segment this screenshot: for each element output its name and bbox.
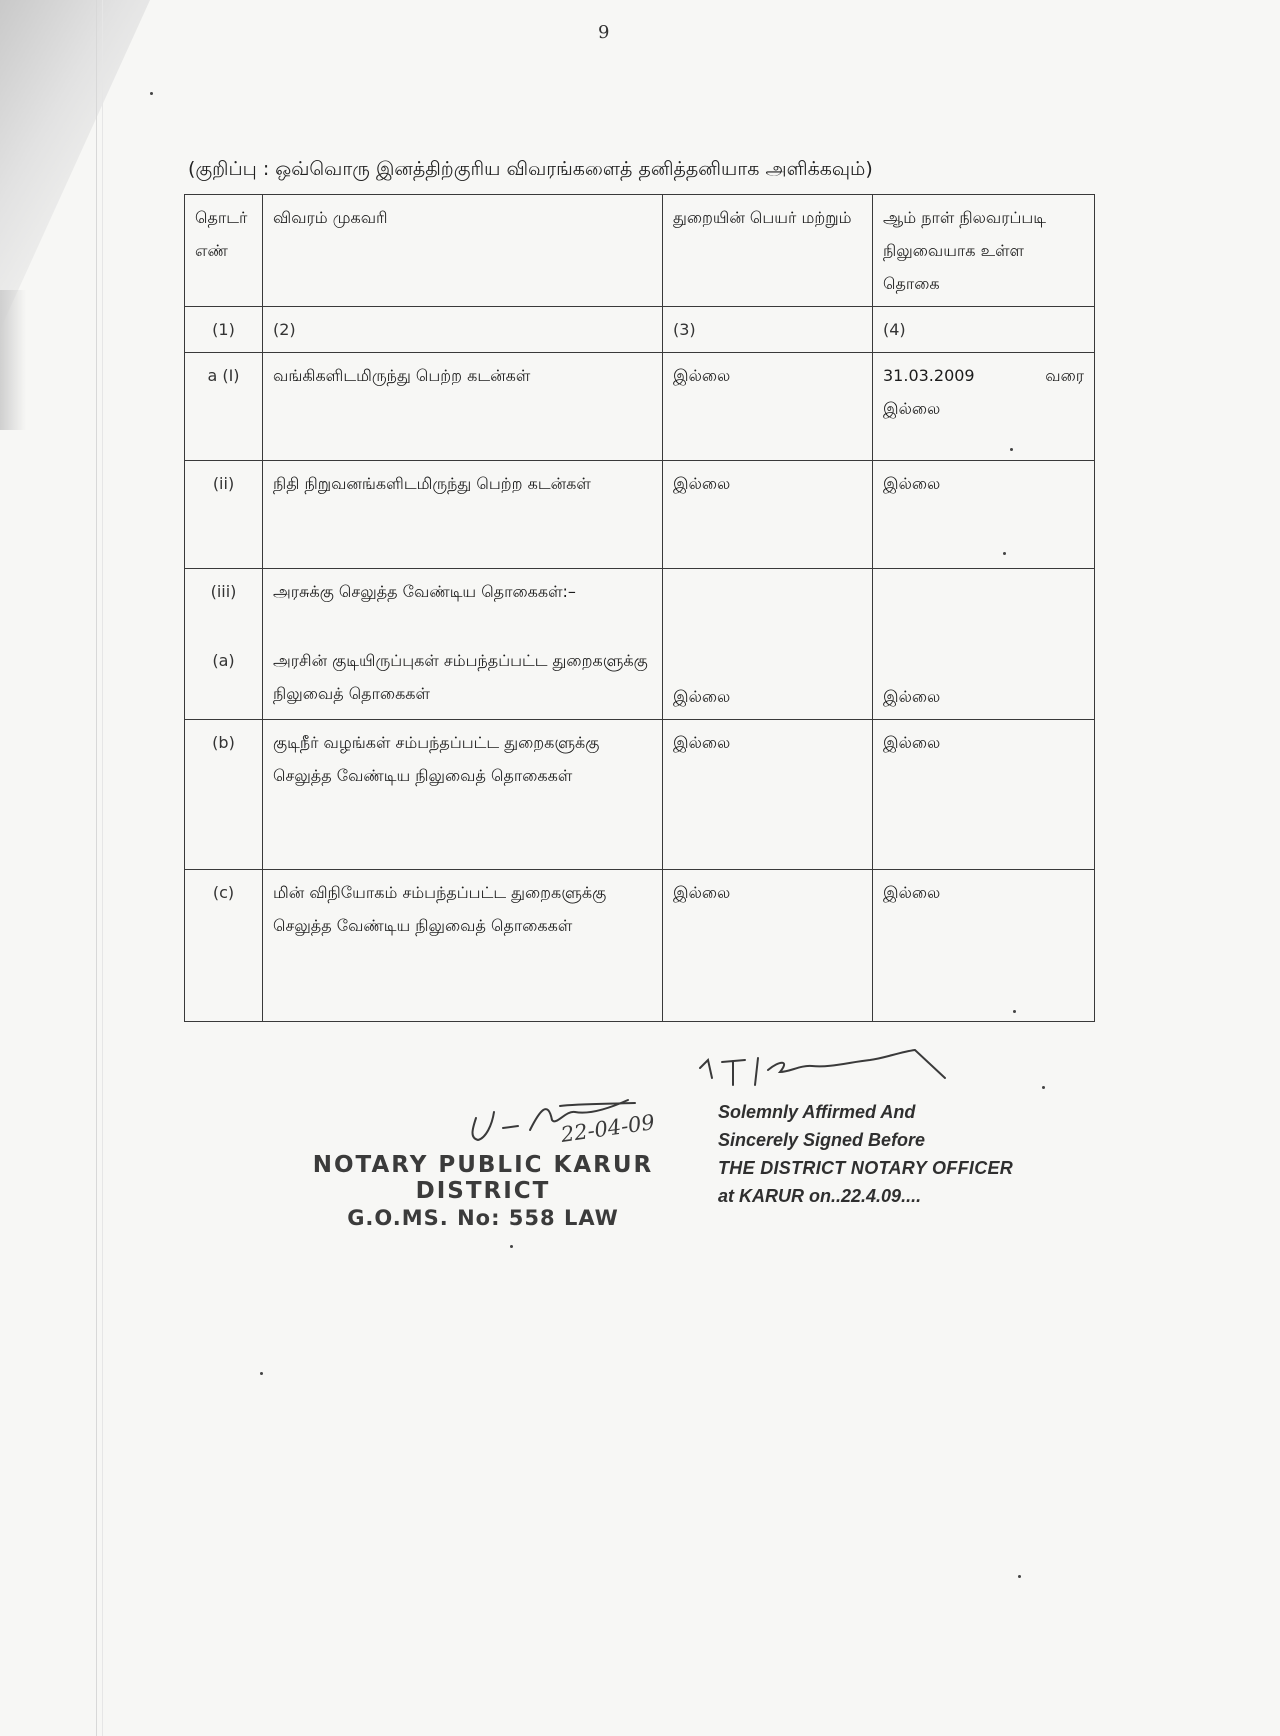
notary-signature [473, 1100, 636, 1140]
row-dept: இல்லை [663, 720, 873, 870]
notary-stamp-line1: NOTARY PUBLIC KARUR DISTRICT [312, 1152, 654, 1204]
header-serial: தொடர் எண் [185, 195, 263, 307]
row-serial: (ii) [185, 461, 263, 569]
amount-value: இல்லை [883, 399, 941, 418]
notary-stamp [248, 1152, 718, 1230]
table-header-row [185, 195, 1095, 307]
col-number: (3) [663, 307, 873, 353]
row-dept-value: இல்லை [673, 687, 731, 706]
row-amount-value: இல்லை [883, 687, 941, 706]
amount-word: வரை [1045, 366, 1084, 385]
row-dept: இல்லை [663, 353, 873, 461]
table-row [185, 569, 1095, 720]
header-amount: ஆம் நாள் நிலவரப்படி நிலுவையாக உள்ள தொகை [873, 195, 1095, 307]
col-number: (1) [185, 307, 263, 353]
row-detail: வங்கிகளிடமிருந்து பெற்ற கடன்கள் [263, 353, 663, 461]
table-row [185, 720, 1095, 870]
row-dept: இல்லை [663, 870, 873, 1022]
header-detail: விவரம் முகவரி [263, 195, 663, 307]
note-text: (குறிப்பு : ஒவ்வொரு இனத்திற்குரிய விவரங்களைத் தனித்தனியாக அளிக்கவும்) [188, 158, 873, 180]
notary-stamp-line2: G.O.MS. No: 558 LAW [347, 1206, 619, 1230]
scan-line [96, 0, 97, 1736]
scan-speck [260, 1372, 263, 1375]
scan-speck [150, 92, 153, 95]
handwritten-date: 22-04-09 [559, 1110, 657, 1147]
officer-signature [700, 1050, 945, 1085]
row-amount: இல்லை [873, 461, 1095, 569]
page-number: 9 [598, 22, 610, 43]
header-dept: துறையின் பெயர் மற்றும் [663, 195, 873, 307]
row-detail: நிதி நிறுவனங்களிடமிருந்து பெற்ற கடன்கள் [263, 461, 663, 569]
col-number: (4) [873, 307, 1095, 353]
table-row [185, 870, 1095, 1022]
scan-speck [1018, 1575, 1021, 1578]
affirmation-stamp [718, 1098, 1013, 1210]
scan-speck [1013, 1010, 1016, 1013]
amount-date: 31.03.2009 [883, 366, 975, 385]
scan-line [102, 0, 103, 1736]
row-detail: குடிநீர் வழங்கள் சம்பந்தப்பட்ட துறைகளுக்கு செலுத்த வேண்டிய நிலுவைத் தொகைகள் [263, 720, 663, 870]
row-dept [663, 569, 873, 720]
scan-edge [0, 290, 26, 430]
column-number-row [185, 307, 1095, 353]
affirm-line3: THE DISTRICT NOTARY OFFICER [718, 1158, 1014, 1178]
scan-speck [1003, 552, 1006, 555]
row-dept: இல்லை [663, 461, 873, 569]
row-serial: a (I) [185, 353, 263, 461]
table-row [185, 461, 1095, 569]
row-detail: மின் விநியோகம் சம்பந்தப்பட்ட துறைகளுக்கு செலுத்த வேண்டிய நிலுவைத் தொகைகள் [263, 870, 663, 1022]
scan-speck [1010, 448, 1013, 451]
row-serial: (b) [185, 720, 263, 870]
table-row [185, 353, 1095, 461]
scan-shadow [0, 0, 150, 330]
affirm-line2: Sincerely Signed Before [718, 1130, 926, 1150]
row-amount [873, 353, 1095, 461]
row-detail-main: அரசுக்கு செலுத்த வேண்டிய தொகைகள்:– [273, 582, 576, 601]
row-amount: இல்லை [873, 720, 1095, 870]
affirm-dots: .. [831, 1186, 842, 1206]
col-number: (2) [263, 307, 663, 353]
scan-speck [1042, 1086, 1045, 1089]
affirm-line4: at KARUR on..22.4.09.... [718, 1186, 922, 1206]
row-detail [263, 569, 663, 720]
scan-speck [510, 1245, 513, 1248]
affirm-line1: Solemnly Affirmed And [718, 1102, 916, 1122]
row-serial-sub: (a) [212, 651, 235, 670]
affirm-date: 22.4.09 [841, 1186, 902, 1206]
row-amount: இல்லை [873, 870, 1095, 1022]
row-serial: (c) [185, 870, 263, 1022]
row-serial-main: (iii) [210, 582, 237, 601]
affirm-place: at KARUR on [718, 1186, 831, 1206]
row-serial [185, 569, 263, 720]
row-amount [873, 569, 1095, 720]
dues-table [184, 194, 1095, 1022]
row-detail-sub: அரசின் குடியிருப்புகள் சம்பந்தப்பட்ட துறைகளுக்கு நிலுவைத் தொகைகள் [273, 651, 648, 703]
